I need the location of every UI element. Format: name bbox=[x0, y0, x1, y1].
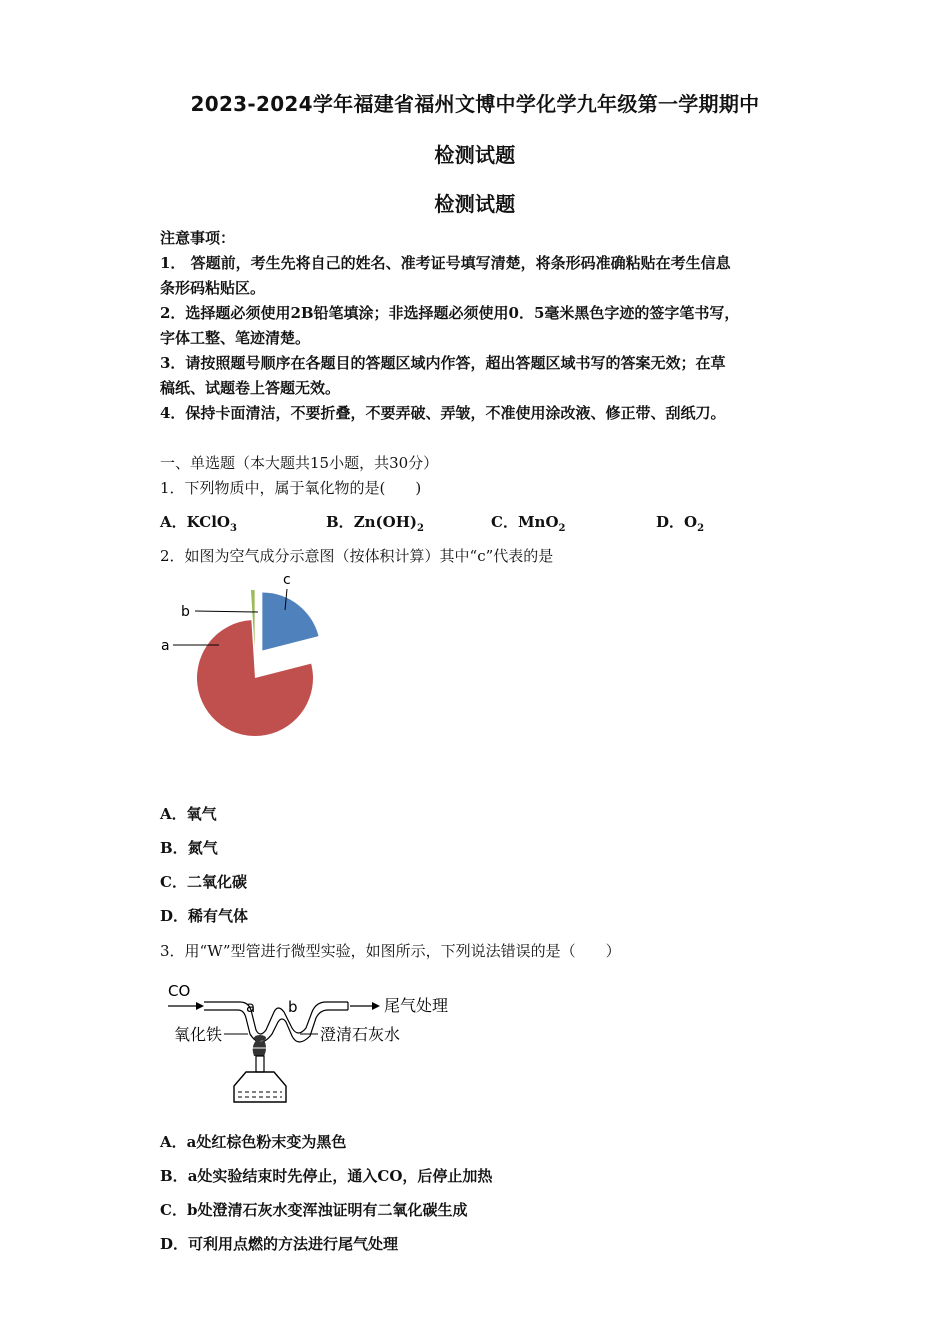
doc-title-line3: 检测试题 bbox=[434, 192, 516, 216]
option-formula: MnO bbox=[517, 513, 559, 531]
option-letter: C． bbox=[160, 873, 187, 891]
air-composition-pie-chart bbox=[155, 568, 355, 748]
option-formula: KClO bbox=[186, 513, 230, 531]
q2-option-d bbox=[160, 905, 248, 926]
limewater-label: 澄清石灰水 bbox=[320, 1025, 401, 1044]
q3-stem: 3．用“W”型管进行微型实验，如图所示，下列说法错误的是（ ） bbox=[160, 942, 621, 960]
w-tube-apparatus-diagram bbox=[160, 978, 480, 1108]
pie-label-a: a bbox=[161, 638, 170, 654]
option-text: 氧气 bbox=[186, 805, 217, 823]
q3-option-b bbox=[160, 1165, 492, 1186]
option-letter: D． bbox=[160, 1235, 189, 1253]
option-letter: C． bbox=[491, 513, 518, 531]
option-subscript: 3 bbox=[229, 523, 237, 534]
q2-stem: 2．如图为空气成分示意图（按体积计算）其中“c”代表的是 bbox=[160, 547, 554, 565]
tail-arrowhead-icon bbox=[372, 1002, 380, 1010]
pie-label-b: b bbox=[181, 604, 190, 620]
q1-option-d bbox=[656, 511, 704, 534]
option-text: 二氧化碳 bbox=[186, 873, 247, 891]
note-2b: 字体工整、笔迹清楚。 bbox=[160, 329, 311, 347]
tail-gas-label: 尾气处理 bbox=[384, 996, 449, 1015]
note-3a: 3．请按照题号顺序在各题目的答题区域内作答，超出答题区域书写的答案无效；在草 bbox=[160, 354, 726, 372]
q3-option-a bbox=[160, 1131, 346, 1152]
q1-option-c bbox=[491, 511, 566, 534]
pie-label-c: c bbox=[283, 572, 291, 588]
iron-oxide-label: 氧化铁 bbox=[174, 1025, 223, 1044]
option-text: a处红棕色粉末变为黑色 bbox=[186, 1133, 347, 1151]
q3-option-c bbox=[160, 1199, 467, 1220]
option-letter: B． bbox=[160, 1167, 188, 1185]
point-b-label: b bbox=[288, 998, 298, 1016]
flame-icon bbox=[253, 1038, 266, 1056]
note-3b: 稿纸、试题卷上答题无效。 bbox=[160, 379, 341, 397]
note-1b: 条形码粘贴区。 bbox=[160, 279, 266, 297]
option-letter: B． bbox=[160, 839, 188, 857]
label-line-b bbox=[195, 611, 258, 612]
doc-title-line1: 2023-2024学年福建省福州文博中学化学九年级第一学期期中 bbox=[190, 92, 760, 116]
q3-option-d bbox=[160, 1233, 398, 1254]
powder-icon bbox=[254, 1035, 266, 1041]
pie-slice-c bbox=[262, 593, 318, 651]
co-label: CO bbox=[168, 982, 191, 1000]
doc-title-line2: 检测试题 bbox=[434, 143, 516, 167]
option-text: 可利用点燃的方法进行尾气处理 bbox=[188, 1235, 399, 1253]
option-letter: B． bbox=[326, 513, 354, 531]
q1-stem: 1．下列物质中，属于氧化物的是( ) bbox=[160, 479, 422, 497]
co-arrowhead-icon bbox=[196, 1002, 204, 1010]
option-formula: Zn(OH) bbox=[353, 513, 417, 531]
option-text: b处澄清石灰水变浑浊证明有二氧化碳生成 bbox=[186, 1201, 468, 1219]
option-text: a处实验结束时先停止，通入CO，后停止加热 bbox=[187, 1167, 493, 1185]
q2-option-c bbox=[160, 871, 247, 892]
option-letter: A． bbox=[160, 1133, 187, 1151]
lamp-wick-icon bbox=[256, 1056, 264, 1072]
note-1a: 1． 答题前，考生先将自己的姓名、准考证号填写清楚，将条形码准确粘贴在考生信息 bbox=[160, 254, 731, 272]
option-subscript: 2 bbox=[558, 523, 566, 534]
q2-option-a bbox=[160, 803, 217, 824]
notes-heading: 注意事项： bbox=[160, 229, 236, 247]
option-letter: A． bbox=[160, 805, 187, 823]
option-letter: C． bbox=[160, 1201, 187, 1219]
option-letter: D． bbox=[160, 907, 189, 925]
q1-option-a bbox=[160, 511, 237, 534]
section-heading: 一、单选题（本大题共15小题，共30分） bbox=[160, 454, 439, 472]
option-formula: O bbox=[684, 513, 698, 531]
note-2a: 2．选择题必须使用2B铅笔填涂；非选择题必须使用0．5毫米黑色字迹的签字笔书写， bbox=[160, 304, 740, 322]
note-4: 4．保持卡面清洁，不要折叠，不要弄破、弄皱，不准使用涂改液、修正带、刮纸刀。 bbox=[160, 404, 726, 422]
q1-option-b bbox=[326, 511, 424, 534]
option-letter: A． bbox=[160, 513, 187, 531]
option-text: 稀有气体 bbox=[188, 907, 249, 925]
option-subscript: 2 bbox=[416, 523, 424, 534]
q2-option-b bbox=[160, 837, 218, 858]
point-a-label: a bbox=[246, 998, 256, 1016]
option-subscript: 2 bbox=[697, 523, 705, 534]
option-text: 氮气 bbox=[187, 839, 218, 857]
option-letter: D． bbox=[656, 513, 685, 531]
